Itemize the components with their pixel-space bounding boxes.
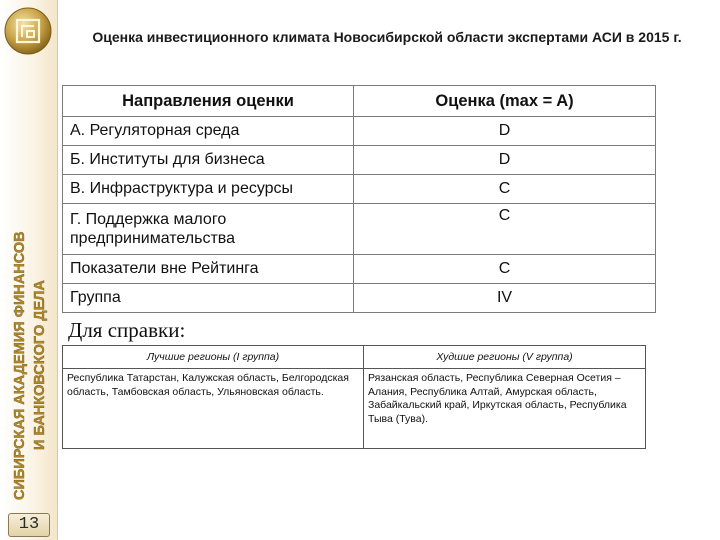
reference-label: Для справки: (68, 318, 186, 342)
table-row (63, 175, 656, 204)
header-grade: Оценка (max = A) (354, 86, 656, 117)
grade-cell: D (354, 146, 656, 175)
direction-cell: Б. Институты для бизнеса (63, 146, 354, 175)
header-worst-regions: Худшие регионы (V группа) (364, 346, 646, 369)
page-number: 13 (8, 513, 50, 537)
vertical-line-1: СИБИРСКАЯ АКАДЕМИЯ ФИНАНСОВ (12, 231, 28, 500)
direction-cell: В. Инфраструктура и ресурсы (63, 175, 354, 204)
grade-cell: C (354, 204, 656, 255)
table-row (63, 117, 656, 146)
header-direction: Направления оценки (63, 86, 354, 117)
sidebar (0, 0, 58, 540)
page-title: Оценка инвестиционного климата Новосибирской области экспертами АСИ в 2015 г. (92, 29, 682, 45)
worst-regions-text: Рязанская область, Республика Северная Осетия – Алания, Республика Алтай, Амурская область, Забайкальский край, Иркутская область, Республика Тыва (Тува). (364, 369, 646, 449)
table-row (63, 284, 656, 313)
best-regions-text: Республика Татарстан, Калужская область, Белгородская область, Тамбовская область, Ульяновская область. (63, 369, 364, 449)
reference-table (62, 345, 646, 449)
grade-cell: C (354, 255, 656, 284)
assessment-table (62, 85, 656, 313)
grade-cell: D (354, 117, 656, 146)
table-row (63, 204, 656, 255)
grade-cell: C (354, 175, 656, 204)
direction-cell: Показатели вне Рейтинга (63, 255, 354, 284)
table-row (63, 255, 656, 284)
header-best-regions: Лучшие регионы (I группа) (63, 346, 364, 369)
table-row (63, 146, 656, 175)
vertical-academy-name (0, 0, 57, 540)
direction-cell: Группа (63, 284, 354, 313)
direction-cell: А. Регуляторная среда (63, 117, 354, 146)
vertical-line-2: И БАНКОВСКОГО ДЕЛА (32, 280, 48, 450)
direction-cell: Г. Поддержка малого предпринимательства (63, 204, 354, 255)
grade-cell: IV (354, 284, 656, 313)
